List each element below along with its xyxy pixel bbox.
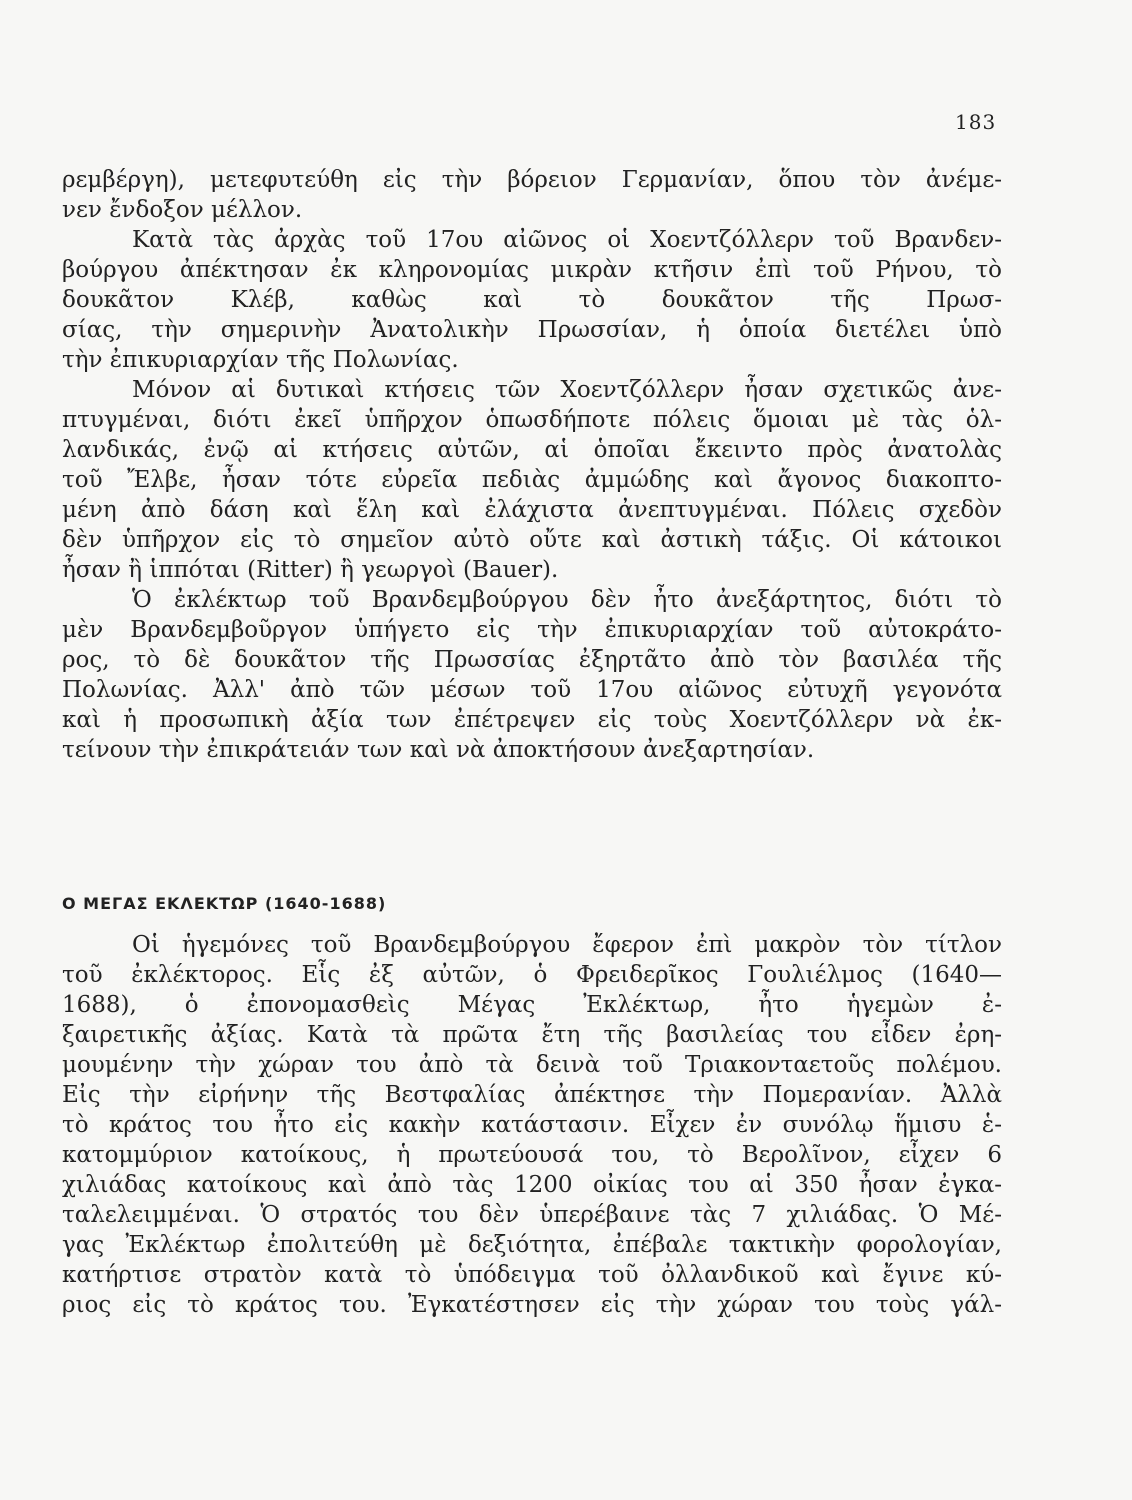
text-line: καὶ ἡ προσωπικὴ ἀξία των ἐπέτρεψεν εἰς τοὺς Χοεντζόλλερν νὰ ἐκ- xyxy=(62,707,1002,733)
text-line: Εἰς τὴν εἰρήνην τῆς Βεστφαλίας ἀπέκτησε τὴν Πομερανίαν. Ἀλλὰ xyxy=(62,1082,1002,1108)
text-line: τείνουν τὴν ἐπικράτειάν των καὶ νὰ ἀποκτήσουν ἀνεξαρτησίαν. xyxy=(62,737,815,763)
text-line: μὲν Βρανδεμβοῦργον ὑπήγετο εἰς τὴν ἐπικυριαρχίαν τοῦ αὐτοκράτο- xyxy=(62,617,1002,643)
text-line: μουμένην τὴν χώραν του ἀπὸ τὰ δεινὰ τοῦ Τριακονταετοῦς πολέμου. xyxy=(62,1052,1002,1078)
text-line: Μόνον αἱ δυτικαὶ κτήσεις τῶν Χοεντζόλλερν ἦσαν σχετικῶς ἀνε- xyxy=(132,377,1002,403)
text-line: ἦσαν ἢ ἱππόται (Ritter) ἢ γεωργοὶ (Bauer). xyxy=(62,557,559,583)
text-line: Ὁ ἐκλέκτωρ τοῦ Βρανδεμβούργου δὲν ἦτο ἀνεξάρτητος, διότι τὸ xyxy=(132,587,1002,613)
text-line: τὸ κράτος του ἦτο εἰς κακὴν κατάστασιν. Εἶχεν ἐν συνόλῳ ἥμισυ ἑ- xyxy=(62,1112,1002,1138)
text-line: σίας, τὴν σημερινὴν Ἀνατολικὴν Πρωσσίαν, ἡ ὁποία διετέλει ὑπὸ xyxy=(62,317,1002,343)
text-line: γας Ἐκλέκτωρ ἐπολιτεύθη μὲ δεξιότητα, ἐπέβαλε τακτικὴν φορολογίαν, xyxy=(62,1232,1002,1258)
text-line: τοῦ ἐκλέκτορος. Εἷς ἐξ αὐτῶν, ὁ Φρειδερῖκος Γουλιέλμος (1640— xyxy=(62,962,1002,988)
text-line: ρος, τὸ δὲ δουκᾶτον τῆς Πρωσσίας ἐξηρτᾶτο ἀπὸ τὸν βασιλέα τῆς xyxy=(62,647,1002,673)
text-line: πτυγμέναι, διότι ἐκεῖ ὑπῆρχον ὁπωσδήποτε πόλεις ὅμοιαι μὲ τὰς ὁλ- xyxy=(62,407,1002,433)
text-line: χιλιάδας κατοίκους καὶ ἀπὸ τὰς 1200 οἰκίας του αἱ 350 ἦσαν ἐγκα- xyxy=(62,1172,1002,1198)
text-line: τοῦ Ἔλβε, ἦσαν τότε εὐρεῖα πεδιὰς ἀμμώδης καὶ ἄγονος διακοπτο- xyxy=(62,467,1002,493)
page-number: 183 xyxy=(955,110,997,134)
text-block-2 xyxy=(62,930,1002,1320)
text-line: Πολωνίας. Ἀλλ' ἀπὸ τῶν μέσων τοῦ 17ου αἰῶνος εὐτυχῆ γεγονότα xyxy=(62,677,1002,703)
text-line: Κατὰ τὰς ἀρχὰς τοῦ 17ου αἰῶνος οἱ Χοεντζόλλερν τοῦ Βρανδεν- xyxy=(132,227,1002,253)
text-line: τὴν ἐπικυριαρχίαν τῆς Πολωνίας. xyxy=(62,347,459,373)
text-line: Οἱ ἡγεμόνες τοῦ Βρανδεμβούργου ἔφερον ἐπὶ μακρὸν τὸν τίτλον xyxy=(132,932,1002,958)
section-heading: Ο ΜΕΓΑΣ ΕΚΛΕΚΤΩΡ (1640-1688) xyxy=(62,894,387,913)
text-line: κατομμύριον κατοίκους, ἡ πρωτεύουσά του, τὸ Βερολῖνον, εἶχεν 6 xyxy=(62,1142,1002,1168)
text-line: ταλελειμμέναι. Ὁ στρατός του δὲν ὑπερέβαινε τὰς 7 χιλιάδας. Ὁ Μέ- xyxy=(62,1202,1002,1228)
text-line: 1688), ὁ ἐπονομασθεὶς Μέγας Ἐκλέκτωρ, ἦτο ἡγεμὼν ἐ- xyxy=(62,992,1002,1018)
text-line: κατήρτισε στρατὸν κατὰ τὸ ὑπόδειγμα τοῦ ὀλλανδικοῦ καὶ ἔγινε κύ- xyxy=(62,1262,1002,1288)
text-line: βούργου ἀπέκτησαν ἐκ κληρονομίας μικρὰν κτῆσιν ἐπὶ τοῦ Ρήνου, τὸ xyxy=(62,257,1002,283)
text-line: ριος εἰς τὸ κράτος του. Ἐγκατέστησεν εἰς τὴν χώραν του τοὺς γάλ- xyxy=(62,1292,1002,1318)
text-line: ξαιρετικῆς ἀξίας. Κατὰ τὰ πρῶτα ἔτη τῆς βασιλείας του εἶδεν ἐρη- xyxy=(62,1022,1002,1048)
text-line: νεν ἔνδοξον μέλλον. xyxy=(62,197,303,223)
text-line: ρεμβέργη), μετεφυτεύθη εἰς τὴν βόρειον Γερμανίαν, ὅπου τὸν ἀνέμε- xyxy=(62,167,1002,193)
text-line: μένη ἀπὸ δάση καὶ ἕλη καὶ ἐλάχιστα ἀνεπτυγμέναι. Πόλεις σχεδὸν xyxy=(62,497,1002,523)
text-block-1 xyxy=(62,165,1002,765)
text-line: λανδικάς, ἐνῷ αἱ κτήσεις αὐτῶν, αἱ ὁποῖαι ἔκειντο πρὸς ἀνατολὰς xyxy=(62,437,1002,463)
text-line: δουκᾶτον Κλέβ, καθὼς καὶ τὸ δουκᾶτον τῆς Πρωσ- xyxy=(62,287,1002,313)
text-line: δὲν ὑπῆρχον εἰς τὸ σημεῖον αὐτὸ οὔτε καὶ ἀστικὴ τάξις. Οἱ κάτοικοι xyxy=(62,527,1002,553)
